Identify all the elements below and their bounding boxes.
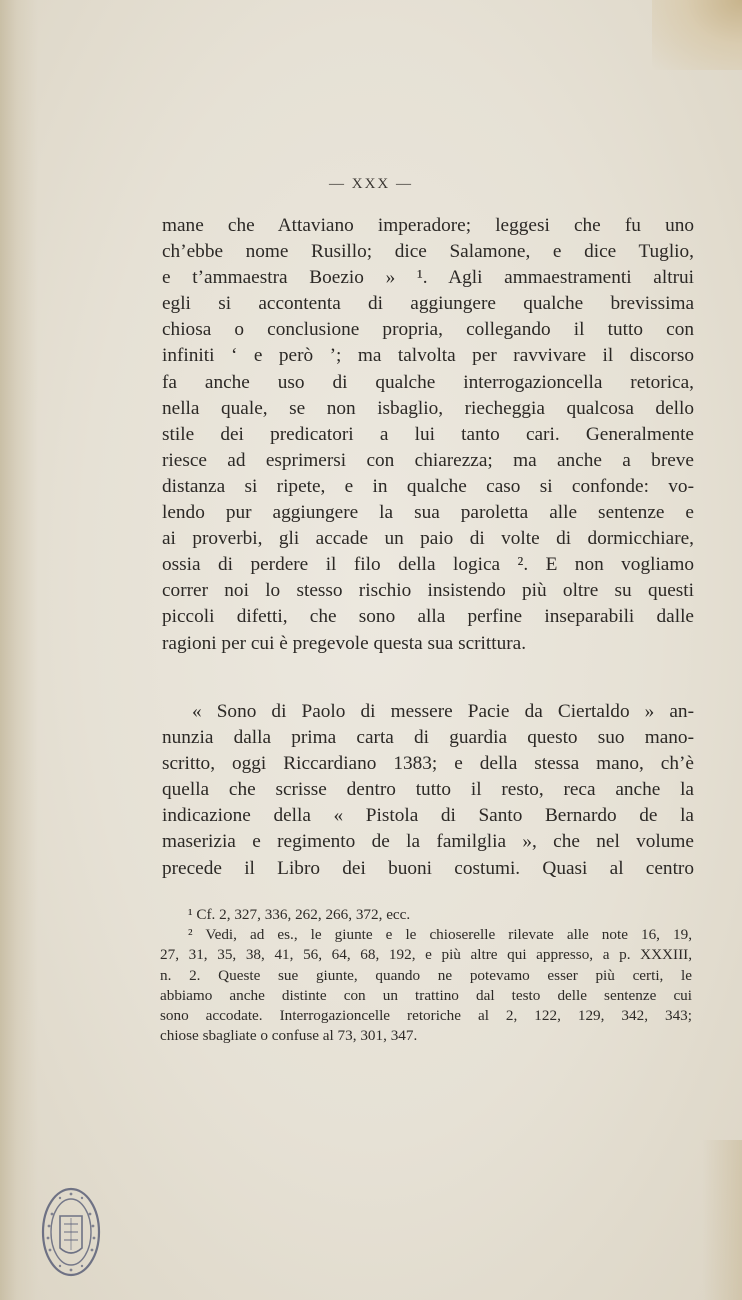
text-line: nella quale, se non isbaglio, riecheggia qualcosa dello <box>162 397 694 419</box>
text-line: chiosa o conclusione propria, collegando il tutto con <box>162 319 694 341</box>
footnote-line: 27, 31, 35, 38, 41, 56, 64, 68, 192, e più altre qui appresso, a p. XXXIII, <box>160 946 692 964</box>
text-line: fa anche uso di qualche interrogazioncella retorica, <box>162 371 694 393</box>
footnotes <box>160 905 692 1046</box>
text-line: lendo pur aggiungere la sua paroletta alle sentenze e <box>162 502 694 524</box>
text-line: distanza si ripete, e in qualche caso si confonde: vo- <box>162 475 694 497</box>
text-line: ch’ebbe nome Rusillo; dice Salamone, e dice Tuglio, <box>162 241 694 263</box>
footnote-line: abbiamo anche distinte con un trattino dal testo delle sentenze cui <box>160 986 692 1004</box>
text-line: piccoli difetti, che sono alla perfine inseparabili dalle <box>162 606 694 628</box>
text-line: scritto, oggi Riccardiano 1383; e della stessa mano, ch’è <box>162 753 694 775</box>
text-line: maserizia e regimento de la familglia », che nel volume <box>162 831 694 853</box>
text-line: correr noi lo stesso rischio insistendo più oltre su questi <box>162 580 694 602</box>
text-line: ragioni per cui è pregevole questa sua scrittura. <box>162 632 527 654</box>
text-line: riesce ad esprimersi con chiarezza; ma anche a breve <box>162 449 694 471</box>
text-line: infiniti ‘ e però ’; ma talvolta per ravvivare il discorso <box>162 345 694 367</box>
text-line: nunzia dalla prima carta di guardia questo suo mano- <box>162 727 694 749</box>
text-line: egli si accontenta di aggiungere qualche brevissima <box>162 293 694 315</box>
paragraph-2 <box>162 699 694 882</box>
edge-stain <box>702 1140 742 1300</box>
text-line: precede il Libro dei buoni costumi. Quasi al centro <box>162 857 694 879</box>
text-line: ai proverbi, gli accade un paio di volte di dormicchiare, <box>162 528 694 550</box>
paragraph-1 <box>162 213 694 657</box>
text-line: mane che Attaviano imperadore; leggesi che fu uno <box>162 215 694 236</box>
footnote-2: ² Vedi, ad es., le giunte e le chioserelle rilevate alle note 16, 19, <box>188 926 692 944</box>
footnote-line: chiose sbagliate o confuse al 73, 301, 347. <box>160 1027 418 1045</box>
text-line: « Sono di Paolo di messere Pacie da Ciertaldo » an- <box>192 701 694 722</box>
running-head: — XXX — <box>329 176 413 192</box>
text-line: indicazione della « Pistola di Santo Bernardo de la <box>162 805 694 827</box>
page-edge-shadow <box>0 0 38 1300</box>
text-line: e t’ammaestra Boezio » ¹. Agli ammaestramenti altrui <box>162 267 694 289</box>
text-line: quella che scrisse dentro tutto il resto, reca anche la <box>162 779 694 801</box>
text-line: ossia di perdere il filo della logica ². E non vogliamo <box>162 554 694 576</box>
footnote-line: sono accodate. Interrogazioncelle retoriche al 2, 122, 129, 342, 343; <box>160 1006 692 1024</box>
library-stamp-icon <box>40 1186 102 1278</box>
footnote-1: ¹ Cf. 2, 327, 336, 262, 266, 372, ecc. <box>188 906 411 923</box>
corner-stain <box>652 0 742 70</box>
text-line: stile dei predicatori a lui tanto cari. Generalmente <box>162 423 694 445</box>
footnote-line: n. 2. Queste sue giunte, quando ne potevamo esser più certi, le <box>160 966 692 984</box>
